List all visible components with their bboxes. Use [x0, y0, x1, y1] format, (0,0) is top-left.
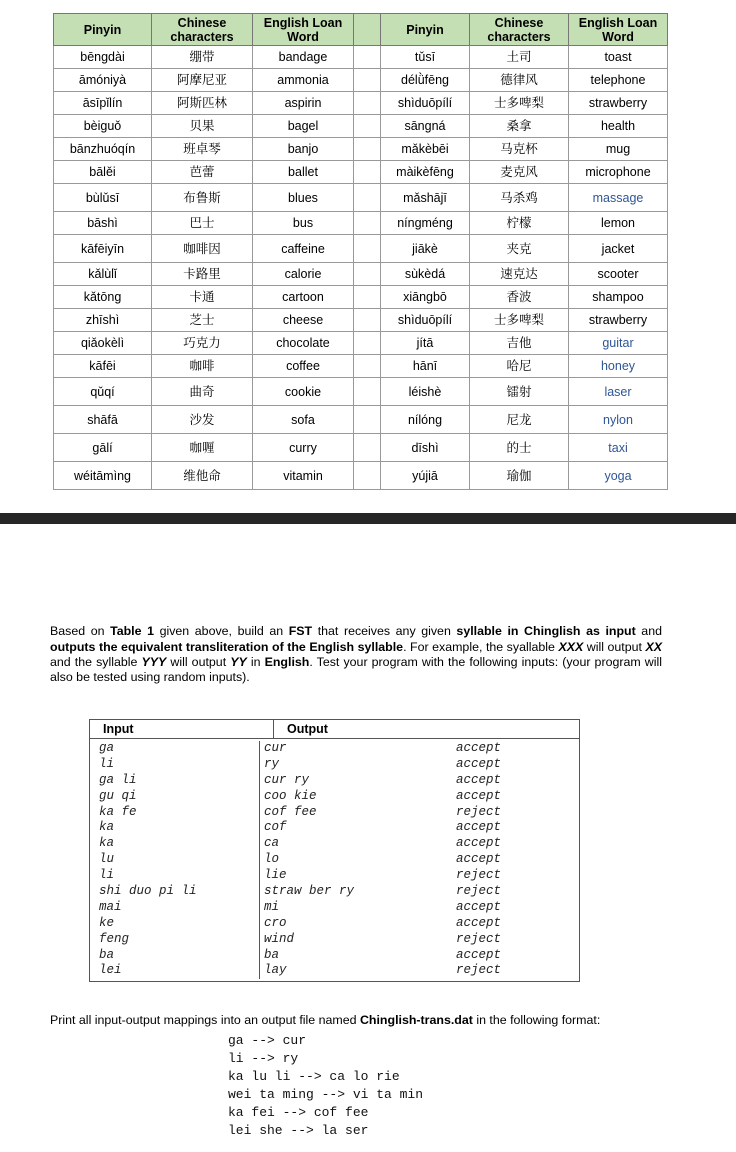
io-output: ca [264, 836, 280, 851]
io-row [90, 948, 579, 964]
cell-chinese-1: 绷带 [152, 46, 253, 69]
cell-english-1: blues [253, 184, 354, 212]
loan-table-row [54, 332, 668, 355]
cell-english-1: bagel [253, 115, 354, 138]
cell-chinese-2: 香波 [470, 286, 569, 309]
io-table-body [90, 739, 579, 981]
cell-chinese-2: 夹克 [470, 235, 569, 263]
io-output: ba [264, 947, 280, 962]
io-input: ka [90, 820, 260, 836]
cell-chinese-1: 巧克力 [152, 332, 253, 355]
cell-chinese-2: 镭射 [470, 378, 569, 406]
cell-english-2: lemon [569, 212, 668, 235]
cell-spacer [354, 212, 381, 235]
cell-pinyin-2: yújiā [381, 462, 470, 490]
io-input: ka fe [90, 805, 260, 821]
loan-table-row [54, 161, 668, 184]
cell-spacer [354, 115, 381, 138]
io-row [90, 773, 579, 789]
cell-chinese-2: 士多啤梨 [470, 309, 569, 332]
io-status: accept [456, 741, 502, 755]
io-output: straw ber ry [264, 884, 355, 899]
cell-english-1: coffee [253, 355, 354, 378]
cell-pinyin-2: léishè [381, 378, 470, 406]
io-input: lei [90, 963, 260, 979]
io-status: accept [456, 899, 502, 914]
cell-chinese-2: 尼龙 [470, 406, 569, 434]
cell-pinyin-1: bāshì [54, 212, 152, 235]
cell-pinyin-2: xiāngbō [381, 286, 470, 309]
section-divider [0, 513, 736, 524]
io-row [90, 932, 579, 948]
sample-output-line: ga --> cur [228, 1033, 307, 1048]
io-status: reject [456, 884, 502, 899]
io-output: cof [264, 820, 287, 835]
cell-chinese-1: 沙发 [152, 406, 253, 434]
io-row [90, 916, 579, 932]
cell-english-2: guitar [569, 332, 668, 355]
cell-spacer [354, 434, 381, 462]
cell-chinese-1: 咖喱 [152, 434, 253, 462]
test-io-table [89, 719, 580, 982]
cell-spacer [354, 309, 381, 332]
header-english-2: English Loan Word [569, 14, 668, 46]
cell-pinyin-1: zhīshì [54, 309, 152, 332]
cell-english-2: microphone [569, 161, 668, 184]
cell-chinese-2: 哈尼 [470, 355, 569, 378]
io-status: accept [456, 915, 502, 930]
cell-spacer [354, 286, 381, 309]
cell-english-1: bandage [253, 46, 354, 69]
loan-table-row [54, 46, 668, 69]
loan-word-table [53, 13, 668, 490]
cell-english-1: ammonia [253, 69, 354, 92]
cell-pinyin-2: dīshì [381, 434, 470, 462]
loan-table-header-row [54, 14, 668, 46]
cell-pinyin-1: wéitāmìng [54, 462, 152, 490]
cell-pinyin-2: mǎshājī [381, 184, 470, 212]
io-input: li [90, 757, 260, 773]
cell-english-1: cookie [253, 378, 354, 406]
sample-output-block [228, 1032, 423, 1140]
sample-output-line: ka lu li --> ca lo rie [228, 1069, 400, 1084]
loan-table-row [54, 263, 668, 286]
header-chinese-2: Chinese characters [470, 14, 569, 46]
cell-english-1: aspirin [253, 92, 354, 115]
io-status: accept [456, 772, 502, 787]
loan-table-row [54, 69, 668, 92]
io-status: accept [456, 852, 502, 867]
cell-english-2: strawberry [569, 92, 668, 115]
cell-pinyin-1: kǎlùlǐ [54, 263, 152, 286]
io-input: ka [90, 836, 260, 852]
cell-spacer [354, 263, 381, 286]
header-english-1: English Loan Word [253, 14, 354, 46]
loan-table-row [54, 355, 668, 378]
io-row [90, 868, 579, 884]
cell-pinyin-2: délǜfēng [381, 69, 470, 92]
io-output: wind [264, 931, 295, 946]
cell-english-2: honey [569, 355, 668, 378]
cell-pinyin-2: níngméng [381, 212, 470, 235]
cell-english-2: telephone [569, 69, 668, 92]
io-input: ga [90, 741, 260, 757]
header-pinyin-1: Pinyin [54, 14, 152, 46]
io-input: feng [90, 932, 260, 948]
cell-pinyin-1: bèiguǒ [54, 115, 152, 138]
cell-chinese-1: 贝果 [152, 115, 253, 138]
cell-english-2: jacket [569, 235, 668, 263]
cell-chinese-1: 阿斯匹林 [152, 92, 253, 115]
header-pinyin-2: Pinyin [381, 14, 470, 46]
io-output: cro [264, 915, 287, 930]
cell-english-1: vitamin [253, 462, 354, 490]
io-output: lay [264, 963, 287, 978]
io-status: accept [456, 836, 502, 851]
cell-english-2: health [569, 115, 668, 138]
io-input: mai [90, 900, 260, 916]
cell-english-1: cartoon [253, 286, 354, 309]
cell-chinese-1: 巴士 [152, 212, 253, 235]
io-status: accept [456, 756, 502, 771]
cell-chinese-2: 土司 [470, 46, 569, 69]
io-status: accept [456, 788, 502, 803]
cell-pinyin-1: bēngdài [54, 46, 152, 69]
loan-table-row [54, 378, 668, 406]
io-table-header [90, 720, 579, 739]
sample-output-line: li --> ry [228, 1051, 299, 1066]
loan-table-row [54, 138, 668, 161]
cell-spacer [354, 406, 381, 434]
cell-english-1: bus [253, 212, 354, 235]
io-row [90, 884, 579, 900]
cell-pinyin-1: gālí [54, 434, 152, 462]
cell-english-1: calorie [253, 263, 354, 286]
io-input: ke [90, 916, 260, 932]
cell-chinese-2: 士多啤梨 [470, 92, 569, 115]
task-description: Based on Table 1 given above, build an FST that receives any given syllable in Chinglish as input and outputs the equivalent transliteration of the English syllable. For example, the syallable XXX will output XX and the syllable YYY will output YY in English. Test your program with the following inputs: (your program will also be tested using random inputs). [50, 624, 662, 684]
cell-spacer [354, 184, 381, 212]
cell-chinese-2: 马杀鸡 [470, 184, 569, 212]
output-filename: Chinglish-trans.dat [359, 1013, 473, 1028]
cell-chinese-2: 德律风 [470, 69, 569, 92]
io-status: accept [456, 947, 502, 962]
cell-spacer [354, 378, 381, 406]
loan-table-row [54, 92, 668, 115]
loan-table-row [54, 184, 668, 212]
cell-english-1: sofa [253, 406, 354, 434]
cell-pinyin-2: jiākè [381, 235, 470, 263]
loan-table-row [54, 406, 668, 434]
cell-spacer [354, 69, 381, 92]
cell-chinese-1: 卡路里 [152, 263, 253, 286]
cell-english-2: massage [569, 184, 668, 212]
cell-pinyin-2: shìduōpílí [381, 92, 470, 115]
cell-pinyin-1: kāfēi [54, 355, 152, 378]
cell-chinese-2: 的士 [470, 434, 569, 462]
cell-english-2: taxi [569, 434, 668, 462]
cell-chinese-2: 麦克风 [470, 161, 569, 184]
cell-english-2: shampoo [569, 286, 668, 309]
loan-table-row [54, 212, 668, 235]
io-row [90, 757, 579, 773]
cell-spacer [354, 462, 381, 490]
io-output: mi [264, 899, 280, 914]
cell-spacer [354, 235, 381, 263]
cell-chinese-2: 马克杯 [470, 138, 569, 161]
cell-pinyin-1: shāfā [54, 406, 152, 434]
print-instructions: Print all input-output mappings into an output file named Chinglish-trans.dat in the following format: [50, 1013, 601, 1028]
io-row [90, 820, 579, 836]
cell-spacer [354, 138, 381, 161]
io-output: lie [264, 868, 287, 883]
header-chinese-1: Chinese characters [152, 14, 253, 46]
io-input: li [90, 868, 260, 884]
input-column-header: Input [90, 720, 274, 738]
cell-english-2: toast [569, 46, 668, 69]
cell-english-2: mug [569, 138, 668, 161]
cell-english-1: caffeine [253, 235, 354, 263]
cell-pinyin-1: kǎtōng [54, 286, 152, 309]
cell-pinyin-2: màikèfēng [381, 161, 470, 184]
io-row [90, 789, 579, 805]
cell-chinese-1: 班卓琴 [152, 138, 253, 161]
sample-output-line: ka fei --> cof fee [228, 1105, 369, 1120]
cell-spacer [354, 355, 381, 378]
cell-chinese-1: 曲奇 [152, 378, 253, 406]
cell-pinyin-2: nílóng [381, 406, 470, 434]
cell-chinese-1: 咖啡因 [152, 235, 253, 263]
header-spacer [354, 14, 381, 46]
io-input: lu [90, 852, 260, 868]
cell-pinyin-2: shìduōpílí [381, 309, 470, 332]
loan-table-row [54, 286, 668, 309]
cell-pinyin-2: sāngná [381, 115, 470, 138]
cell-chinese-1: 阿摩尼亚 [152, 69, 253, 92]
cell-pinyin-1: qǔqí [54, 378, 152, 406]
io-row [90, 805, 579, 821]
io-status: accept [456, 820, 502, 835]
io-input: shi duo pi li [90, 884, 260, 900]
io-output: cur [264, 741, 287, 755]
io-status: reject [456, 804, 502, 819]
output-column-header: Output [287, 722, 328, 736]
cell-pinyin-1: bālěi [54, 161, 152, 184]
io-input: ga li [90, 773, 260, 789]
cell-pinyin-2: jítā [381, 332, 470, 355]
io-input: gu qi [90, 789, 260, 805]
cell-spacer [354, 46, 381, 69]
cell-english-1: banjo [253, 138, 354, 161]
cell-pinyin-1: āsīpǐlín [54, 92, 152, 115]
io-output: cof fee [264, 804, 317, 819]
io-output: coo kie [264, 788, 317, 803]
io-status: reject [456, 963, 502, 978]
cell-pinyin-2: tǔsī [381, 46, 470, 69]
loan-table-row [54, 115, 668, 138]
io-row [90, 963, 579, 979]
io-row [90, 852, 579, 868]
cell-english-1: curry [253, 434, 354, 462]
cell-pinyin-2: hānī [381, 355, 470, 378]
io-row [90, 836, 579, 852]
io-output: lo [264, 852, 280, 867]
cell-chinese-1: 芝士 [152, 309, 253, 332]
cell-chinese-2: 柠檬 [470, 212, 569, 235]
cell-pinyin-1: bānzhuóqín [54, 138, 152, 161]
cell-english-2: scooter [569, 263, 668, 286]
io-output: cur ry [264, 772, 310, 787]
cell-english-2: yoga [569, 462, 668, 490]
cell-chinese-1: 布鲁斯 [152, 184, 253, 212]
cell-chinese-2: 瑜伽 [470, 462, 569, 490]
cell-pinyin-2: mǎkèbēi [381, 138, 470, 161]
cell-chinese-2: 速克达 [470, 263, 569, 286]
io-status: reject [456, 931, 502, 946]
cell-chinese-1: 卡通 [152, 286, 253, 309]
io-status: reject [456, 868, 502, 883]
loan-table-row [54, 462, 668, 490]
cell-chinese-2: 桑拿 [470, 115, 569, 138]
io-output: ry [264, 756, 280, 771]
cell-pinyin-1: āmóniyà [54, 69, 152, 92]
cell-spacer [354, 92, 381, 115]
cell-chinese-1: 芭蕾 [152, 161, 253, 184]
io-input: ba [90, 948, 260, 964]
cell-spacer [354, 161, 381, 184]
cell-english-2: strawberry [569, 309, 668, 332]
cell-english-2: nylon [569, 406, 668, 434]
cell-chinese-2: 吉他 [470, 332, 569, 355]
loan-table-row [54, 309, 668, 332]
cell-english-2: laser [569, 378, 668, 406]
sample-output-line: lei she --> la ser [228, 1123, 369, 1138]
loan-table-row [54, 235, 668, 263]
cell-pinyin-2: sùkèdá [381, 263, 470, 286]
io-row [90, 900, 579, 916]
io-row [90, 741, 579, 757]
loan-table-row [54, 434, 668, 462]
cell-chinese-1: 维他命 [152, 462, 253, 490]
cell-pinyin-1: kāfēiyīn [54, 235, 152, 263]
cell-english-1: cheese [253, 309, 354, 332]
cell-pinyin-1: qiǎokèlì [54, 332, 152, 355]
cell-chinese-1: 咖啡 [152, 355, 253, 378]
cell-spacer [354, 332, 381, 355]
cell-english-1: chocolate [253, 332, 354, 355]
cell-english-1: ballet [253, 161, 354, 184]
cell-pinyin-1: bùlǔsī [54, 184, 152, 212]
sample-output-line: wei ta ming --> vi ta min [228, 1087, 424, 1102]
